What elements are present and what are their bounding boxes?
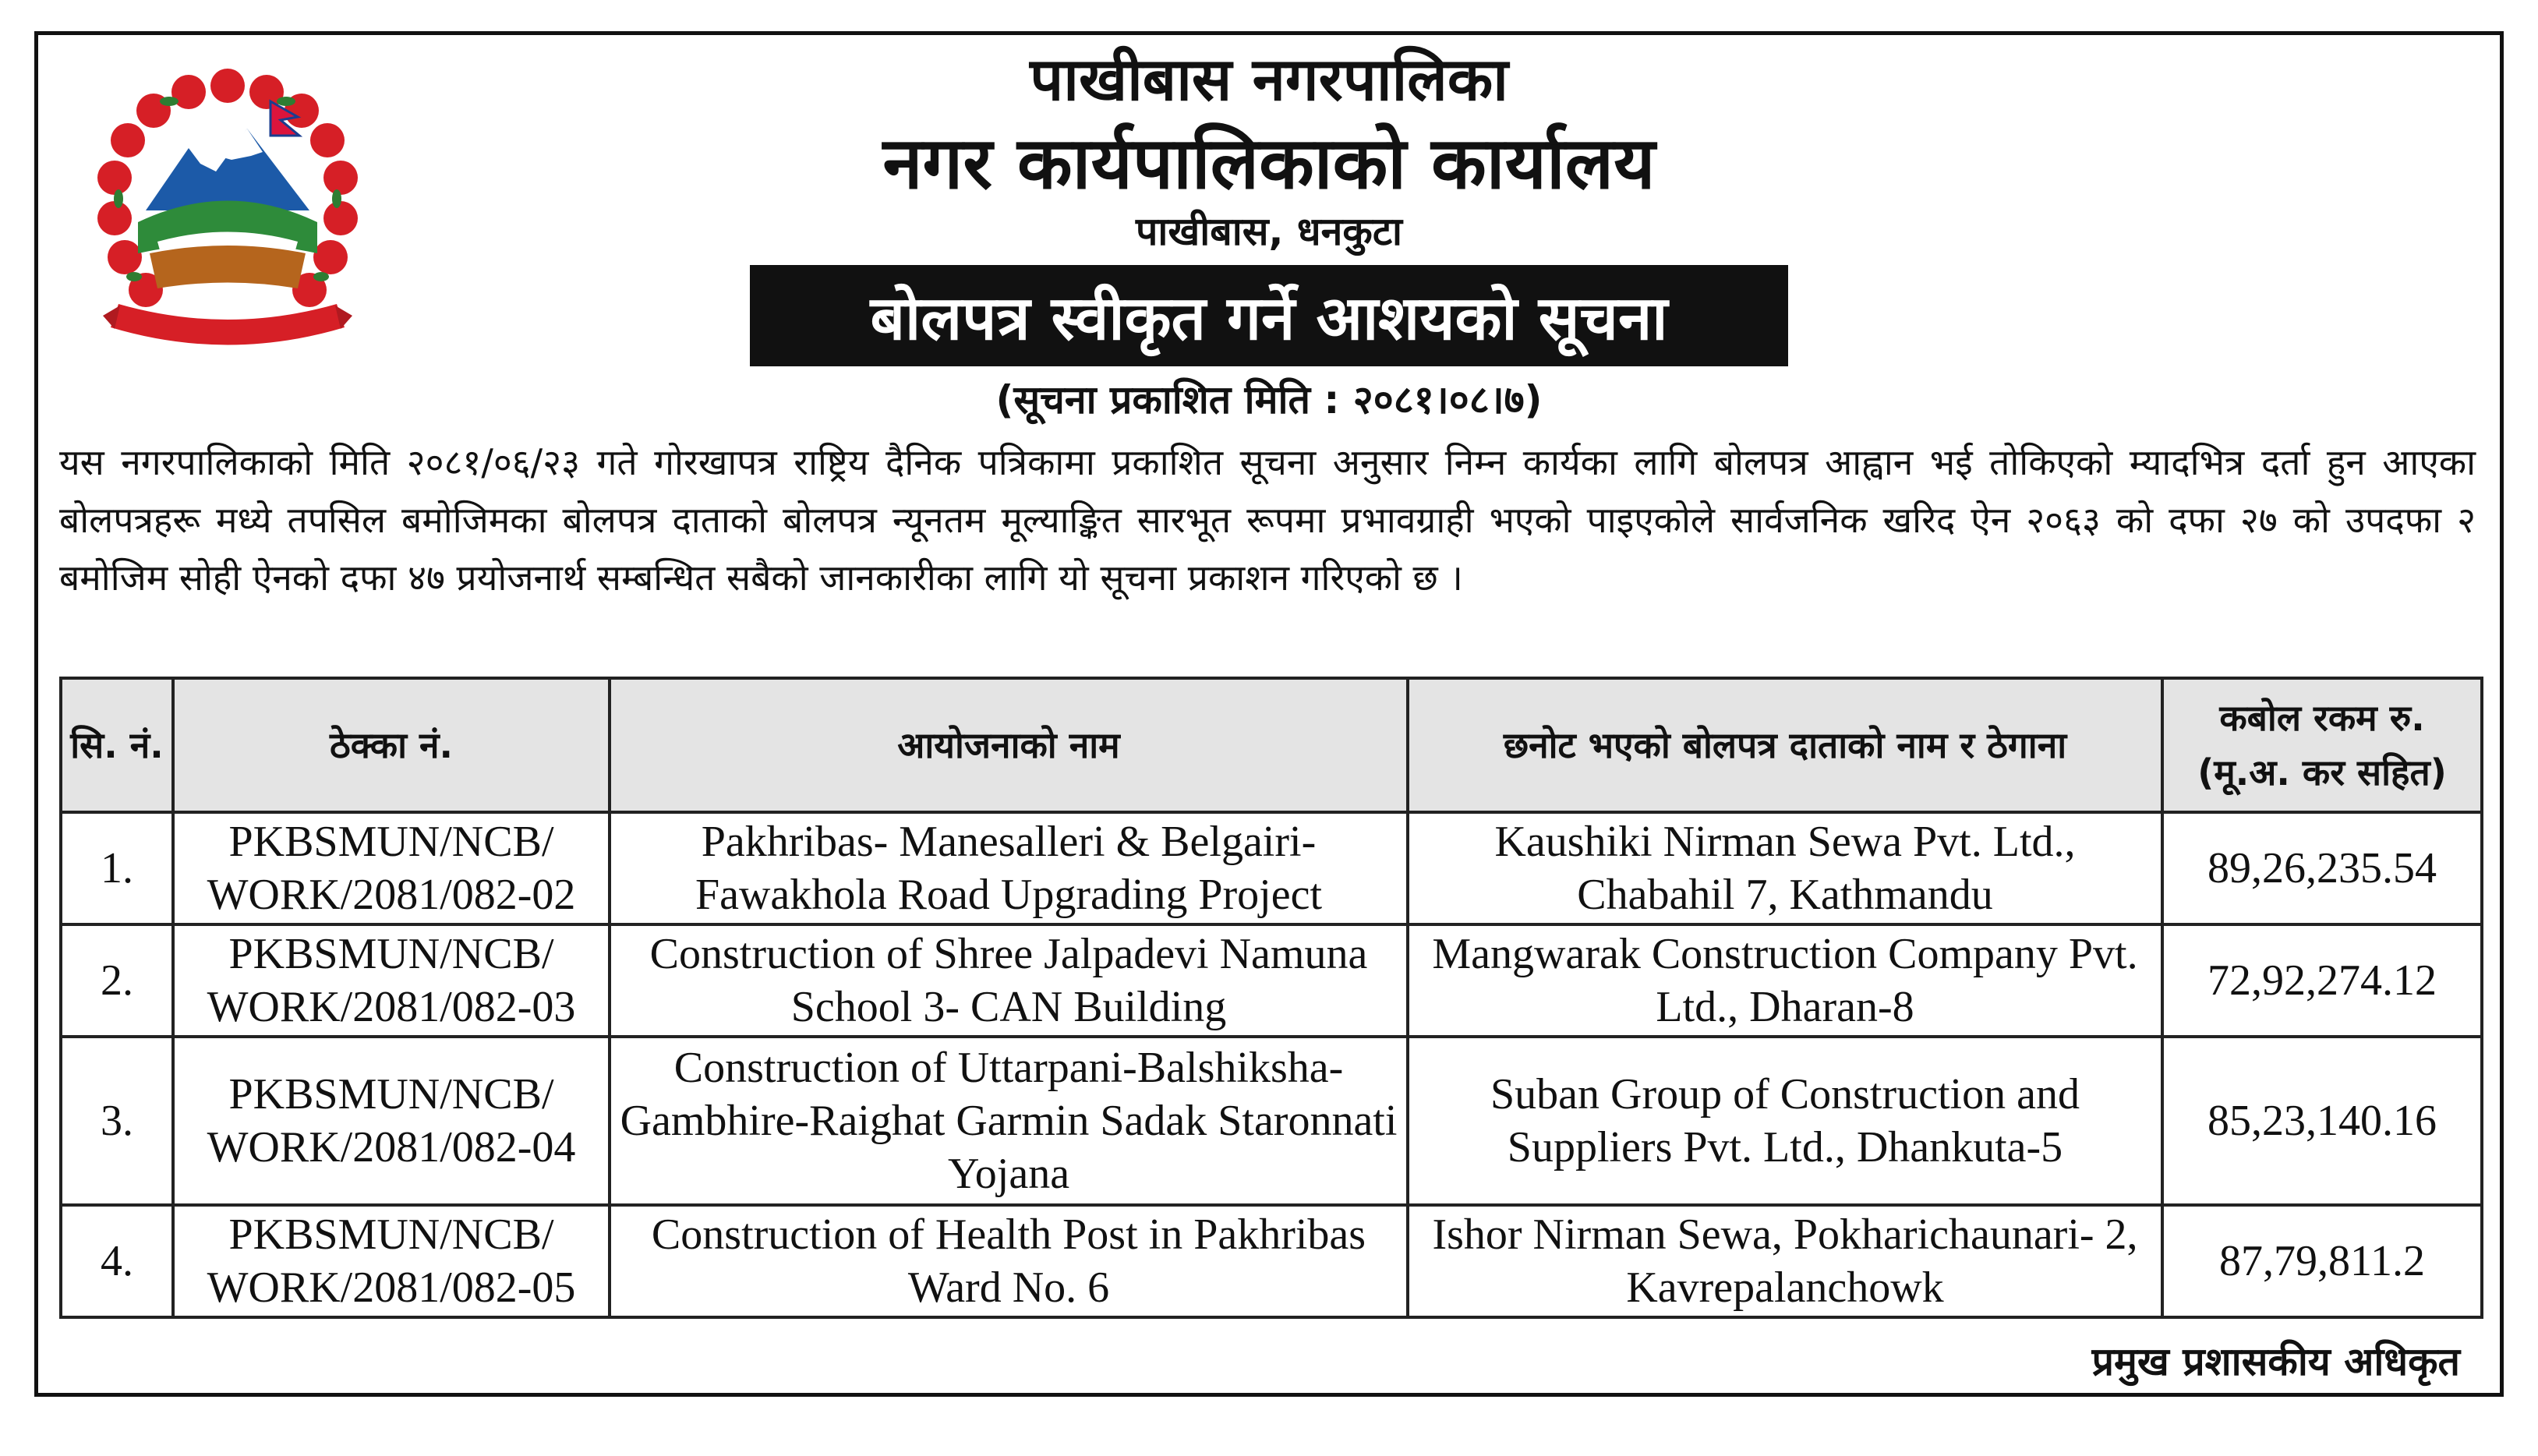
header-project-name: आयोजनाको नाम [610, 678, 1408, 812]
municipality-name: पाखीबास नगरपालिका [1030, 44, 1508, 114]
cell-project-name: Construction of Uttarpani-Balshiksha- Gambhire-Raighat Garmin Sadak Staronnati Yojana [610, 1037, 1408, 1205]
cell-contract-no: PKBSMUN/NCB/ WORK/2081/082-02 [173, 812, 610, 924]
office-address: पाखीबास, धनकुटा [1136, 209, 1402, 254]
signatory-title: प्रमुख प्रशासकीय अधिकृत [2091, 1339, 2460, 1384]
notice-title-banner [750, 265, 1788, 366]
cell-serial: 4. [61, 1205, 173, 1317]
header-bidder: छनोट भएको बोलपत्र दाताको नाम र ठेगाना [1408, 678, 2162, 812]
table-header-row [61, 678, 2482, 812]
table-row [61, 812, 2482, 924]
cell-serial: 3. [61, 1037, 173, 1205]
cell-serial: 2. [61, 924, 173, 1037]
cell-contract-no: PKBSMUN/NCB/ WORK/2081/082-04 [173, 1037, 610, 1205]
notice-body: यस नगरपालिकाको मिति २०८१/०६/२३ गते गोरखापत्र राष्ट्रिय दैनिक पत्रिकामा प्रकाशित सूचना अनुसार निम्न कार्यका लागि बोलपत्र आह्वान भई तोकिएको म्यादभित्र दर्ता हुन आएका बोलपत्रहरू मध्ये तपसिल बमोजिमका बोलपत्र दाताको बोलपत्र न्यूनतम मूल्याङ्कित सारभूत रूपमा प्रभावग्राही भएको पाइएकोले सार्वजनिक खरिद ऐन २०६३ को दफा २७ को उपदफा २ बमोजिम सोही ऐनको दफा ४७ प्रयोजनार्थ सम्बन्धित सबैको जानकारीका लागि यो सूचना प्रकाशन गरिएको छ । [59, 441, 2476, 599]
cell-bid-amount: 87,79,811.2 [2162, 1205, 2482, 1317]
table-row [61, 924, 2482, 1037]
bid-table [59, 677, 2483, 1319]
header-serial: सि. नं. [61, 678, 173, 812]
table-row [61, 1037, 2482, 1205]
cell-bidder: Kaushiki Nirman Sewa Pvt. Ltd., Chabahil 7, Kathmandu [1408, 812, 2162, 924]
notice-title: बोलपत्र स्वीकृत गर्ने आशयको सूचना [870, 284, 1668, 354]
cell-bid-amount: 72,92,274.12 [2162, 924, 2482, 1037]
office-name: नगर कार्यपालिकाको कार्यालय [882, 122, 1656, 205]
cell-project-name: Construction of Shree Jalpadevi Namuna School 3- CAN Building [610, 924, 1408, 1037]
cell-bidder: Ishor Nirman Sewa, Pokharichaunari- 2, Kavrepalanchowk [1408, 1205, 2162, 1317]
header-contract-no: ठेक्का नं. [173, 678, 610, 812]
cell-project-name: Pakhribas- Manesalleri & Belgairi- Fawakhola Road Upgrading Project [610, 812, 1408, 924]
cell-contract-no: PKBSMUN/NCB/ WORK/2081/082-05 [173, 1205, 610, 1317]
cell-bidder: Suban Group of Construction and Suppliers Pvt. Ltd., Dhankuta-5 [1408, 1037, 2162, 1205]
cell-serial: 1. [61, 812, 173, 924]
table-row [61, 1205, 2482, 1317]
publication-date: (सूचना प्रकाशित मिति : २०८१।०८।७) [995, 377, 1543, 422]
cell-contract-no: PKBSMUN/NCB/ WORK/2081/082-03 [173, 924, 610, 1037]
cell-project-name: Construction of Health Post in Pakhribas Ward No. 6 [610, 1205, 1408, 1317]
cell-bid-amount: 85,23,140.16 [2162, 1037, 2482, 1205]
header-bid-amount: कबोल रकम रु. (मू.अ. कर सहित) [2162, 678, 2482, 812]
cell-bidder: Mangwarak Construction Company Pvt. Ltd., Dharan-8 [1408, 924, 2162, 1037]
cell-bid-amount: 89,26,235.54 [2162, 812, 2482, 924]
